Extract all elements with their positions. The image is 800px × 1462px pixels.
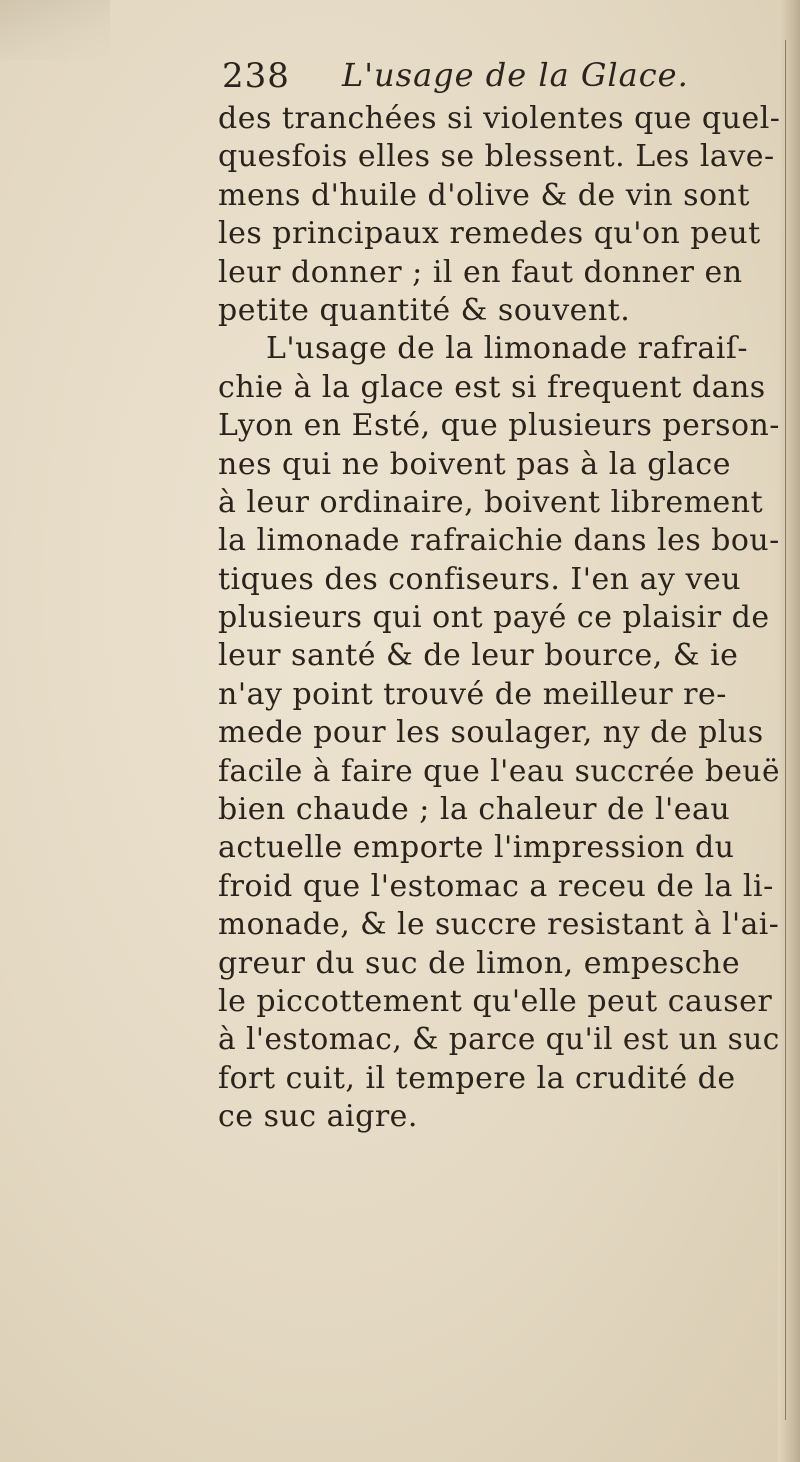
text-line: leur donner ; il en faut donner en xyxy=(218,254,743,290)
text-line: la limonade rafraichie dans les bou- xyxy=(218,523,780,559)
text-line: nes qui ne boivent pas à la glace xyxy=(218,446,731,482)
text-line: à l'estomac, & parce qu'il est un suc xyxy=(218,1022,780,1058)
text-line: tiques des confiseurs. I'en ay veu xyxy=(218,561,742,597)
text-line: mede pour les soulager, ny de plus xyxy=(218,715,764,751)
text-line: facile à faire que l'eau succrée beuë xyxy=(218,753,781,789)
text-line: quesfois elles se blessent. Les lave- xyxy=(218,139,775,175)
text-line: fort cuit, il tempere la crudité de xyxy=(218,1060,736,1096)
page-gutter xyxy=(778,0,800,1462)
text-line: chie à la glace est si frequent dans xyxy=(218,369,766,405)
paragraph-start-line: L'usage de la limonade rafraiſ- xyxy=(266,331,749,367)
text-line: greur du suc de limon, empesche xyxy=(218,945,741,981)
text-line: Lyon en Esté, que plusieurs person- xyxy=(218,408,780,444)
page-corner-wear xyxy=(0,0,110,60)
text-line: le piccottement qu'elle peut causer xyxy=(218,983,773,1019)
text-line: plusieurs qui ont payé ce plaisir de xyxy=(218,600,770,636)
text-line: froid que l'estomac a receu de la li- xyxy=(218,868,774,904)
text-line: actuelle emporte l'impression du xyxy=(218,830,735,866)
text-line: ce suc aigre. xyxy=(218,1099,418,1135)
text-line: leur santé & de leur bource, & ie xyxy=(218,638,739,674)
page-header xyxy=(222,56,782,102)
page-edge-line xyxy=(785,40,786,1420)
body-text xyxy=(218,100,780,1137)
running-title: L'usage de la Glace. xyxy=(342,56,689,94)
text-line: les principaux remedes qu'on peut xyxy=(218,216,761,252)
text-line: des tranchées si violentes que quel- xyxy=(218,101,781,136)
text-line: petite quantité & souvent. xyxy=(218,292,631,328)
text-line: n'ay point trouvé de meilleur re- xyxy=(218,676,727,712)
page-number: 238 xyxy=(222,56,290,96)
text-line: monade, & le succre resistant à l'ai- xyxy=(218,907,780,943)
text-line: bien chaude ; la chaleur de l'eau xyxy=(218,792,731,828)
text-line: mens d'huile d'olive & de vin sont xyxy=(218,177,750,213)
text-line: à leur ordinaire, boivent librement xyxy=(218,484,764,520)
